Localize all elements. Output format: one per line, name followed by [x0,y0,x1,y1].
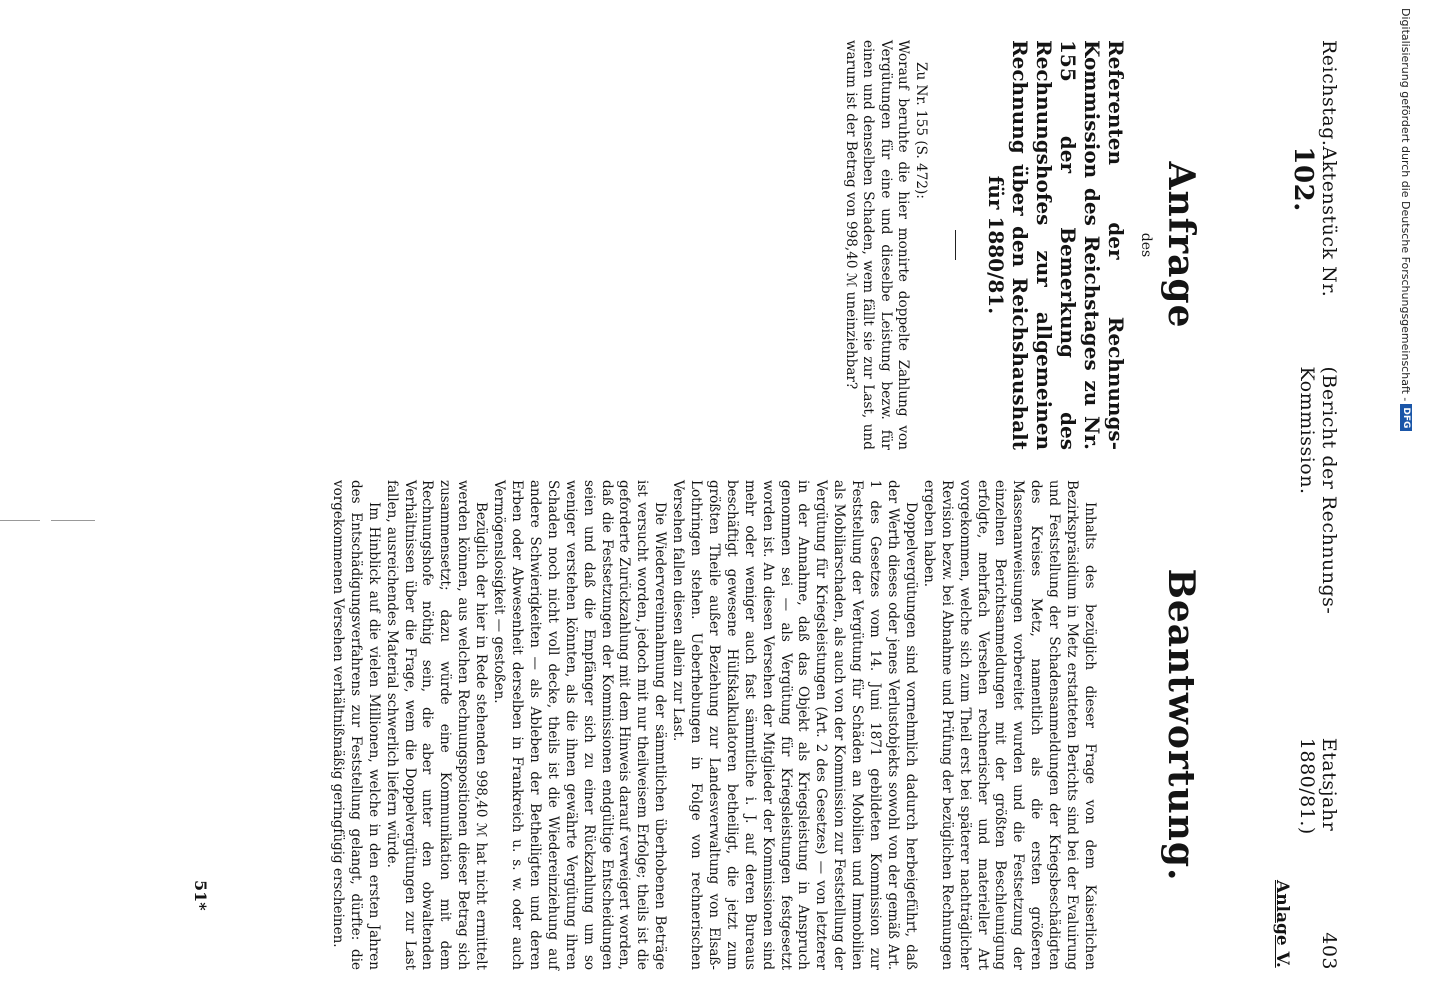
dfg-logo: DFG [1400,404,1412,431]
left-column [842,40,1231,450]
header-etatsjahr: Etatsjahr 1880/81.) [1296,737,1340,835]
header-left: Reichstag. [1318,40,1340,147]
margin-mark [0,520,40,521]
credit-text: Digitalisierung gefördert durch die Deutsche Forschungsgemeinschaft - [1399,8,1413,402]
margin-mark [51,520,95,521]
header-bericht: (Bericht der Rechnungs-Kommission. [1296,366,1340,615]
question-head: Zu Nr. 155 (S. 472): [913,62,929,199]
answer-paragraph: Inhalts des bezüglich dieser Frage von dem Kaiserlichen Bezirkspräsidium in Metz erstatteten Berichts sind bei der Evaluirung und Feststellung der Schadensanmeldungen der Kriegsbeschädigten des Kreises Metz, namentlich als die ersten größeren Massenanweisungen vorbereitet wurden und die Festsetzung der einzelnen Berichtsanmeldungen mit der größten Beschleunigung erfolgte, mehrfach Versehen rechnerischer und materieller Art vorgekommen, welche sich zum Theil erst bei späterer nachträglicher Revision bezw. bei Abnahme und Prüfung der bezüglichen Rechnungen ergeben haben. [920,480,1098,970]
answer-paragraph: Die Wiedervereinnahmung der sämmtlichen überhobenen Beträge ist versucht worden, jedoch mit nur theilweisem Erfolge; theils ist die geforderte Zurückzahlung mit dem Hinweis darauf verweigert worden, daß die Festsetzungen der Kommissionen endgültige Entscheidungen seien und daß die Empfänger sich zu einer Rückzahlung um so weniger verstehen könnten, als die ihnen gewährte Vergütung ihren Schaden noch nicht voll decke, theils ist die Wiedereinziehung auf andere Schwierigkeiten — als Ableben der Betheiligten und deren Erben oder Abwesenheit derselben in Frankreich u. s. w. oder auch Vermögenslosigkeit — gestoßen. [491,480,669,970]
divider-rule [955,230,956,260]
page-number: 403 [1318,932,1340,971]
running-header [1288,40,1340,970]
answer-paragraph: Doppelvergütungen sind vornehmlich dadurch herbeigeführt, daß der Werth dieses oder jenes Verlustobjekts sowohl von der gemäß Art. 1 des Gesetzes vom 14. Juni 1871 gebildeten Kommission zur Feststellung der Vergütung für Schäden an Mobilien und Immobilien als Mobiliarschaden, als auch von der Kommission zur Feststellung der Vergütung für Kriegsleistungen (Art. 2 des Gesetzes) — von letzterer in der Annahme, daß das Objekt als Kriegsleistung in Anspruch genommen sei — als Vergütung für Kriegsleistungen festgesetzt worden ist. An diesen Versehen der Mitglieder der Kommissionen sind mehr oder weniger auch fast sämmtliche i. J. auf deren Bureaus beschäftigt gewesene Hülfskalkulatoren betheiligt, die jetzt zum größten Theile außer Beziehung zur Landesverwaltung von Elsaß-Lothringen stehen. Ueberhebungen in Folge von rechnerischen Versehen fallen diesen allein zur Last. [670,480,919,970]
signature-mark: 51* [191,880,210,911]
header-number: 102. [1288,146,1318,212]
des-label: des [1138,232,1154,258]
anlage-label: Anlage V. [1272,880,1292,968]
referent-heading: Referenten der Rechnungs-Kommission des Reichstages zu Nr. 155 der Bemerkung des Rechnungshofes zur allgemeinen Rechnung über den Reichshaushalt für 1880/81. [984,40,1128,450]
question-text: Worauf beruhte die hier monirte doppelte Zahlung von Vergütungen für eine und dieselbe Leistung bezw. für einen und denselben Schaden, wem fällt sie zur Last, und warum ist der Betrag von 998,40 ℳ uneinziehbar? [843,40,912,450]
anfrage-title: Anfrage [1160,161,1202,329]
beantwortung-title: Beantwortung. [1160,568,1202,882]
header-aktenstueck: Aktenstück Nr. 102. [1288,146,1340,298]
answer-paragraph: Bezüglich der hier in Rede stehenden 998,40 ℳ hat nicht ermittelt werden können, aus welchen Rechnungspositionen dieser Betrag sich zusammensetzt; dazu würde eine Kommunikation mit dem Rechnungshofe nöthig sein, die aber unter den obwaltenden Verhältnissen über die Frage, wem die Doppelvergütungen zur Last fallen, ausreichendes Material schwerlich liefern würde. [383,480,490,970]
right-column [328,480,1230,970]
digitization-credit [1392,8,1420,992]
question-block [842,40,930,450]
answer-paragraph: Im Hinblick auf die vielen Millionen, welche in den ersten Jahren des Entschädigungsverfahrens zur Feststellung gelangt, dürfte: die vorgekommenen Versehen verhältnißmäßig geringfügig erscheinen. [329,480,382,970]
